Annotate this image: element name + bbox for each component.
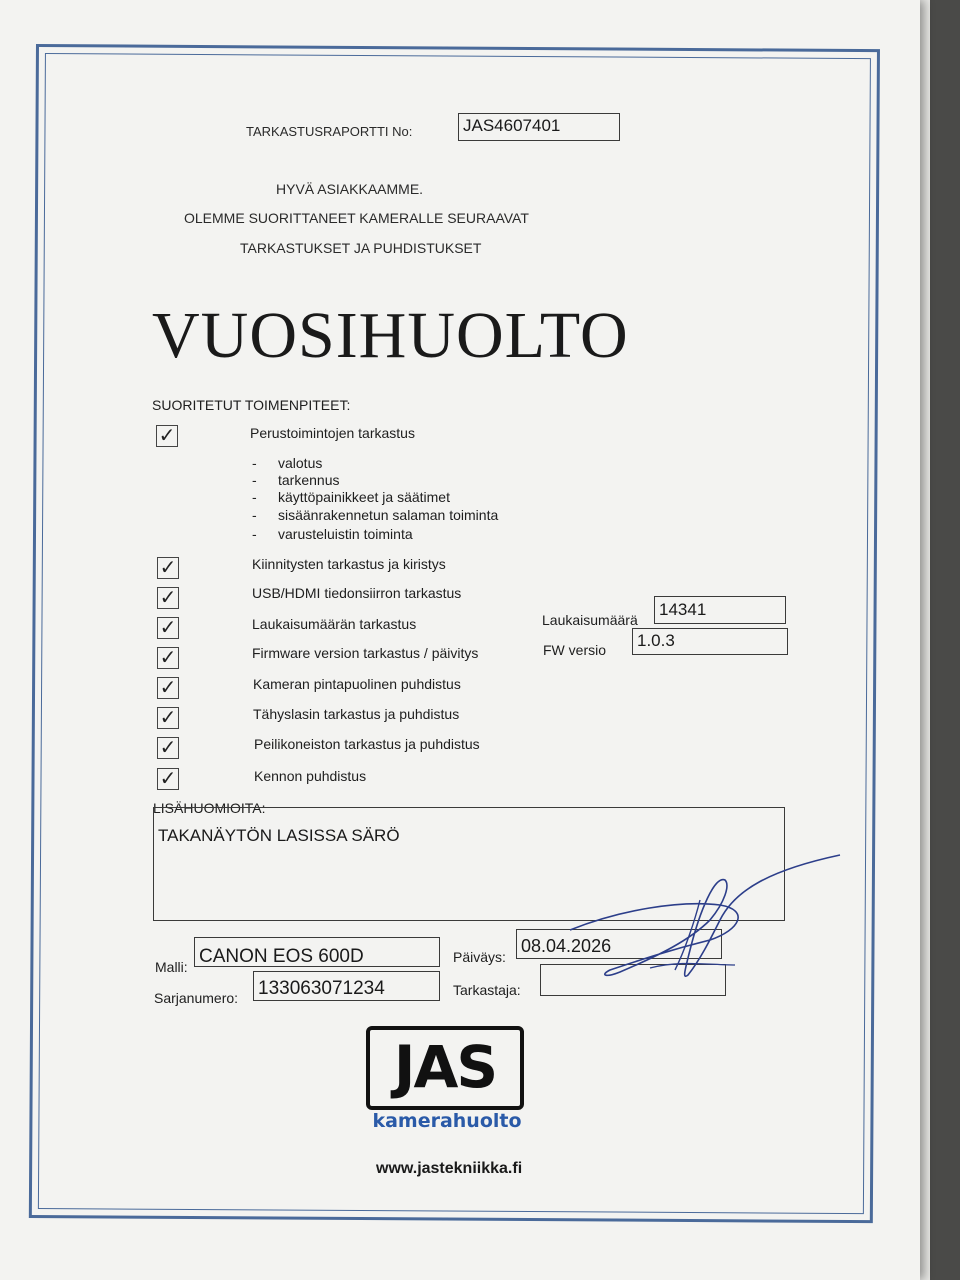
sub-item-focus: tarkennus (278, 472, 340, 488)
checkbox-sensor: ✓ (157, 768, 179, 790)
checkbox-shutter-count: ✓ (157, 617, 179, 639)
check-label-mirror: Peilikoneiston tarkastus ja puhdistus (254, 736, 480, 752)
checkbox-firmware: ✓ (157, 647, 179, 669)
notes-field: TAKANÄYTÖN LASISSA SÄRÖ (153, 807, 785, 921)
checkbox-usb-hdmi: ✓ (157, 587, 179, 609)
check-label-shutter-count: Laukaisumäärän tarkastus (252, 616, 417, 632)
check-label-firmware: Firmware version tarkastus / päivitys (252, 645, 479, 661)
sub-item-controls: käyttöpainikkeet ja säätimet (278, 489, 450, 505)
logo-subtitle: kamerahuolto (372, 1110, 522, 1132)
checkbox-mounts: ✓ (157, 557, 179, 579)
check-label-mounts: Kiinnitysten tarkastus ja kiristys (252, 556, 446, 572)
signature (510, 850, 855, 995)
shutter-count-label: Laukaisumäärä (542, 612, 638, 628)
checkbox-surface-cleaning: ✓ (157, 677, 179, 699)
check-label-focusing-screen: Tähyslasin tarkastus ja puhdistus (253, 706, 460, 722)
inspector-label: Tarkastaja: (453, 982, 521, 998)
sub-dash: - (252, 489, 257, 505)
check-label-basic-functions: Perustoimintojen tarkastus (250, 425, 415, 441)
date-label: Päiväys: (453, 949, 506, 965)
sub-item-exposure: valotus (278, 455, 323, 471)
checkbox-mirror: ✓ (157, 737, 179, 759)
date-field: 08.04.2026 (516, 929, 722, 959)
jas-logo-icon: JAS (366, 1026, 524, 1110)
report-number-label: TARKASTUSRAPORTTI No: (246, 124, 413, 139)
sub-item-hotshoe: varusteluistin toiminta (278, 526, 413, 542)
model-field: CANON EOS 600D (194, 937, 440, 967)
serial-label: Sarjanumero: (154, 990, 239, 1006)
serial-field: 133063071234 (253, 971, 440, 1001)
checkbox-focusing-screen: ✓ (157, 707, 179, 729)
website-link[interactable]: www.jastekniikka.fi (376, 1160, 523, 1177)
intro-line-1: HYVÄ ASIAKKAAMME. (276, 181, 424, 197)
fw-version-label: FW versio (543, 642, 606, 658)
sub-dash: - (252, 526, 257, 542)
intro-line-3: TARKASTUKSET JA PUHDISTUKSET (240, 240, 482, 256)
check-label-surface-cleaning: Kameran pintapuolinen puhdistus (253, 676, 461, 692)
model-label: Malli: (155, 959, 188, 975)
section-label: SUORITETUT TOIMENPITEET: (152, 397, 351, 413)
sub-item-flash: sisäänrakennetun salaman toiminta (278, 507, 499, 523)
check-label-usb-hdmi: USB/HDMI tiedonsiirron tarkastus (252, 585, 462, 601)
check-label-sensor: Kennon puhdistus (254, 768, 367, 784)
sub-dash: - (252, 472, 257, 488)
fw-version-field: 1.0.3 (632, 628, 788, 655)
notes-label: LISÄHUOMIOITA: (153, 800, 266, 816)
page-title: VUOSIHUOLTO (152, 299, 629, 372)
intro-line-2: OLEMME SUORITTANEET KAMERALLE SEURAAVAT (184, 210, 529, 226)
shutter-count-field: 14341 (654, 596, 786, 624)
sub-dash: - (252, 507, 257, 523)
checkbox-basic-functions: ✓ (156, 425, 178, 447)
sub-dash: - (252, 455, 257, 471)
report-number-field: JAS4607401 (458, 113, 620, 141)
